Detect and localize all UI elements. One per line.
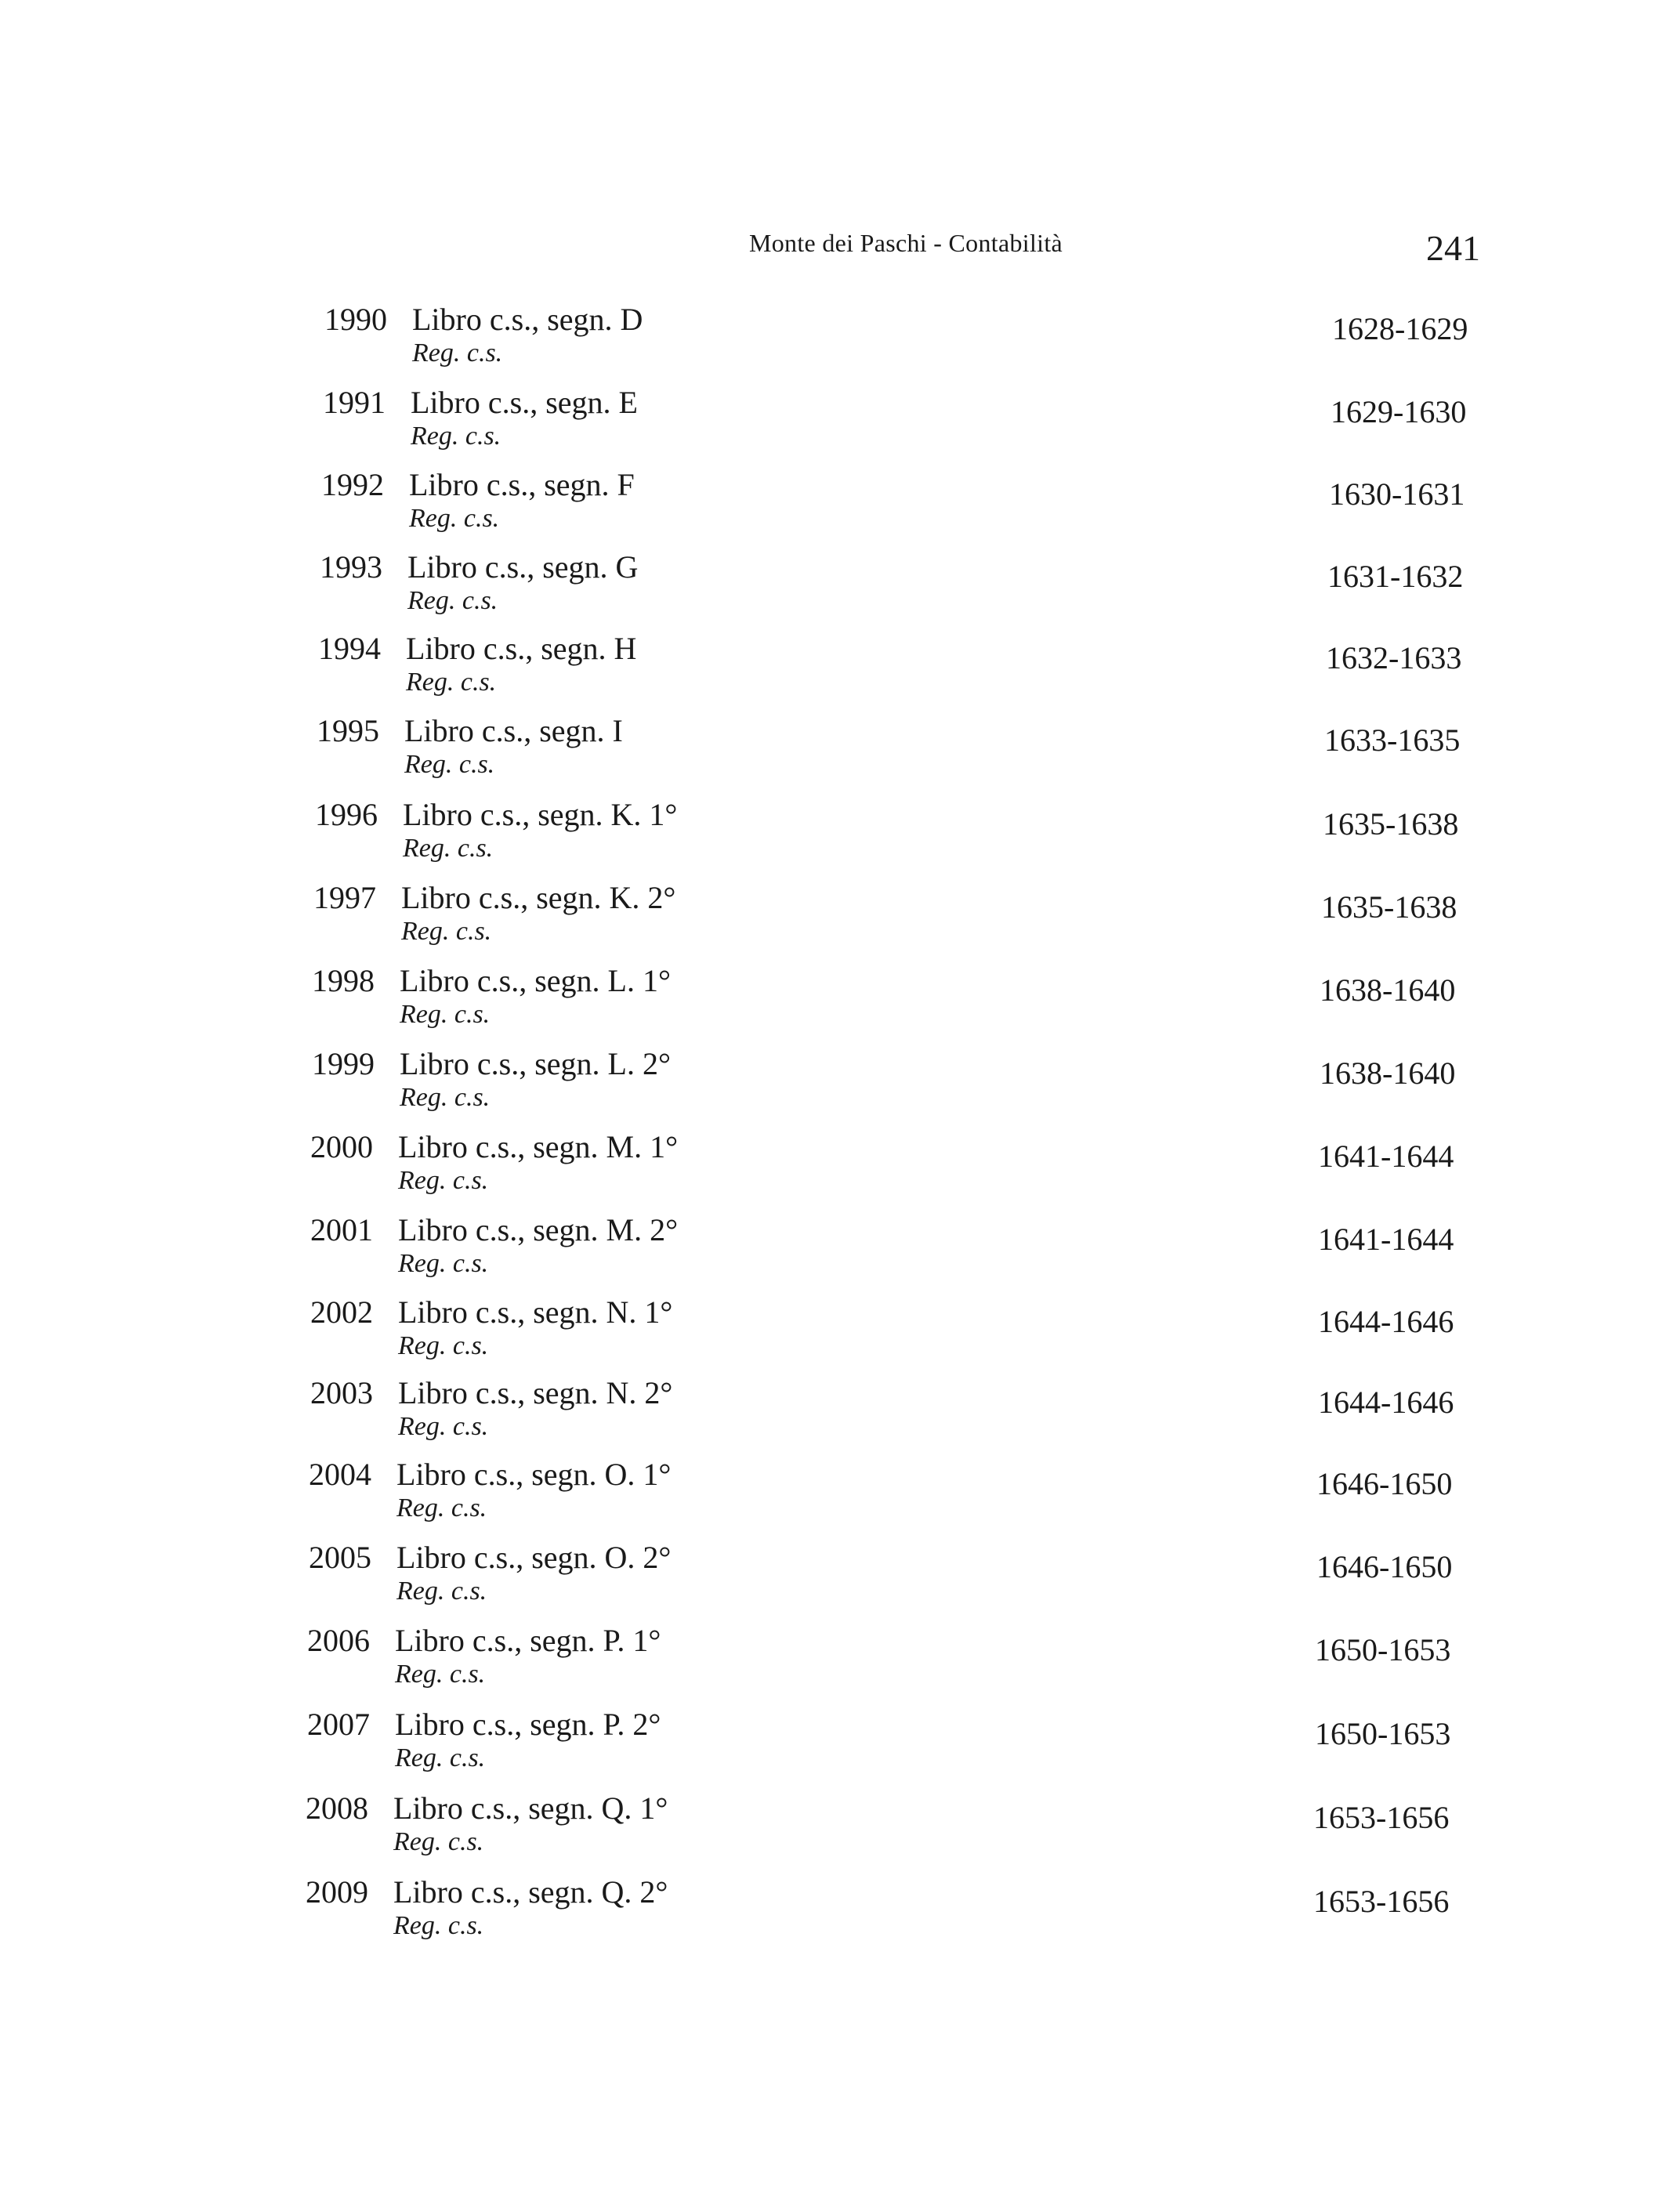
entry-title: Libro c.s., segn. D bbox=[412, 302, 643, 337]
entry-subtitle: Reg. c.s. bbox=[412, 339, 503, 367]
entry-title: Libro c.s., segn. E bbox=[411, 385, 638, 420]
entry-title: Libro c.s., segn. F bbox=[409, 467, 635, 502]
entry-subtitle: Reg. c.s. bbox=[398, 1412, 489, 1441]
entry-dates: 1633-1635 bbox=[1324, 722, 1461, 758]
entry-subtitle: Reg. c.s. bbox=[403, 834, 494, 863]
entry-dates: 1638-1640 bbox=[1320, 972, 1456, 1008]
entry-number: 2003 bbox=[310, 1375, 373, 1410]
list-item bbox=[310, 1131, 1486, 1202]
list-item bbox=[310, 1375, 1486, 1448]
list-item bbox=[310, 1212, 1486, 1285]
entry-number: 1998 bbox=[312, 963, 375, 998]
entry-number: 1990 bbox=[324, 302, 387, 337]
entry-number: 2002 bbox=[310, 1294, 373, 1330]
entry-title: Libro c.s., segn. L. 2° bbox=[400, 1046, 671, 1081]
entry-number: 1996 bbox=[315, 797, 378, 832]
entry-title: Libro c.s., segn. P. 2° bbox=[395, 1707, 661, 1742]
entry-dates: 1650-1653 bbox=[1315, 1716, 1451, 1751]
entry-number: 2007 bbox=[307, 1707, 370, 1742]
list-item bbox=[309, 1542, 1484, 1613]
entry-subtitle: Reg. c.s. bbox=[398, 1249, 489, 1278]
list-item bbox=[313, 882, 1489, 953]
list-item bbox=[312, 965, 1487, 1036]
entry-title: Libro c.s., segn. O. 1° bbox=[396, 1457, 672, 1492]
entry-dates: 1641-1644 bbox=[1318, 1222, 1454, 1257]
entry-number: 1991 bbox=[323, 385, 386, 420]
list-item bbox=[323, 387, 1498, 458]
list-item bbox=[312, 1048, 1487, 1119]
list-item bbox=[317, 715, 1492, 786]
entry-subtitle: Reg. c.s. bbox=[409, 504, 500, 533]
list-item bbox=[306, 1790, 1481, 1863]
list-item bbox=[310, 1294, 1486, 1367]
entry-dates: 1644-1646 bbox=[1318, 1304, 1454, 1339]
entry-subtitle: Reg. c.s. bbox=[400, 1000, 491, 1029]
entry-title: Libro c.s., segn. Q. 1° bbox=[393, 1790, 668, 1826]
entry-dates: 1653-1656 bbox=[1313, 1800, 1450, 1835]
entry-dates: 1644-1646 bbox=[1318, 1385, 1454, 1420]
entry-subtitle: Reg. c.s. bbox=[398, 1166, 489, 1195]
entry-number: 2006 bbox=[307, 1623, 370, 1658]
entry-subtitle: Reg. c.s. bbox=[406, 668, 497, 697]
entry-title: Libro c.s., segn. L. 1° bbox=[400, 963, 671, 998]
list-item bbox=[306, 1874, 1481, 1947]
entry-title: Libro c.s., segn. O. 2° bbox=[396, 1540, 672, 1575]
entry-dates: 1641-1644 bbox=[1318, 1139, 1454, 1174]
entry-title: Libro c.s., segn. N. 2° bbox=[398, 1375, 673, 1410]
entry-dates: 1653-1656 bbox=[1313, 1884, 1450, 1919]
entry-title: Libro c.s., segn. G bbox=[407, 549, 639, 585]
entry-dates: 1646-1650 bbox=[1316, 1549, 1453, 1584]
entry-dates: 1650-1653 bbox=[1315, 1632, 1451, 1667]
entry-number: 2001 bbox=[310, 1212, 373, 1247]
entry-dates: 1635-1638 bbox=[1323, 806, 1459, 842]
entry-dates: 1635-1638 bbox=[1321, 889, 1457, 925]
list-item bbox=[307, 1709, 1483, 1779]
list-item bbox=[318, 633, 1494, 704]
entry-title: Libro c.s., segn. Q. 2° bbox=[393, 1874, 668, 1910]
entry-number: 2008 bbox=[306, 1790, 368, 1826]
entry-subtitle: Reg. c.s. bbox=[395, 1743, 486, 1772]
entry-number: 2005 bbox=[309, 1540, 371, 1575]
page-number: 241 bbox=[1426, 228, 1480, 268]
entry-title: Libro c.s., segn. P. 1° bbox=[395, 1623, 661, 1658]
entry-dates: 1628-1629 bbox=[1332, 311, 1468, 346]
entry-title: Libro c.s., segn. H bbox=[406, 631, 637, 666]
entry-title: Libro c.s., segn. I bbox=[404, 713, 623, 748]
entry-number: 1993 bbox=[320, 549, 382, 585]
list-item bbox=[321, 469, 1497, 540]
entry-subtitle: Reg. c.s. bbox=[398, 1331, 489, 1360]
entry-number: 1994 bbox=[318, 631, 381, 666]
list-item bbox=[320, 549, 1495, 622]
entry-subtitle: Reg. c.s. bbox=[395, 1660, 486, 1689]
entry-title: Libro c.s., segn. M. 1° bbox=[398, 1129, 679, 1164]
entry-dates: 1632-1633 bbox=[1326, 640, 1462, 675]
list-item bbox=[309, 1459, 1484, 1530]
entry-number: 1999 bbox=[312, 1046, 375, 1081]
entry-number: 1995 bbox=[317, 713, 379, 748]
entry-dates: 1629-1630 bbox=[1331, 394, 1467, 429]
entry-dates: 1631-1632 bbox=[1327, 559, 1464, 594]
entry-subtitle: Reg. c.s. bbox=[396, 1577, 487, 1606]
list-item bbox=[324, 304, 1500, 375]
entry-title: Libro c.s., segn. K. 1° bbox=[403, 797, 678, 832]
entry-number: 2004 bbox=[309, 1457, 371, 1492]
entry-subtitle: Reg. c.s. bbox=[411, 422, 501, 451]
list-item bbox=[307, 1625, 1483, 1696]
list-item bbox=[315, 799, 1490, 870]
entry-subtitle: Reg. c.s. bbox=[407, 586, 498, 615]
entry-subtitle: Reg. c.s. bbox=[404, 750, 495, 779]
entry-subtitle: Reg. c.s. bbox=[400, 1083, 491, 1112]
entry-subtitle: Reg. c.s. bbox=[393, 1827, 484, 1856]
entry-dates: 1646-1650 bbox=[1316, 1466, 1453, 1501]
entry-subtitle: Reg. c.s. bbox=[396, 1493, 487, 1522]
entry-subtitle: Reg. c.s. bbox=[401, 917, 492, 946]
entry-title: Libro c.s., segn. K. 2° bbox=[401, 880, 676, 915]
entry-number: 2009 bbox=[306, 1874, 368, 1910]
entry-title: Libro c.s., segn. N. 1° bbox=[398, 1294, 673, 1330]
entry-number: 1997 bbox=[313, 880, 376, 915]
entry-title: Libro c.s., segn. M. 2° bbox=[398, 1212, 679, 1247]
running-head: Monte dei Paschi - Contabilità bbox=[749, 229, 1063, 257]
entry-dates: 1630-1631 bbox=[1329, 476, 1465, 512]
entry-subtitle: Reg. c.s. bbox=[393, 1911, 484, 1940]
entry-dates: 1638-1640 bbox=[1320, 1055, 1456, 1091]
entry-number: 2000 bbox=[310, 1129, 373, 1164]
entry-number: 1992 bbox=[321, 467, 384, 502]
